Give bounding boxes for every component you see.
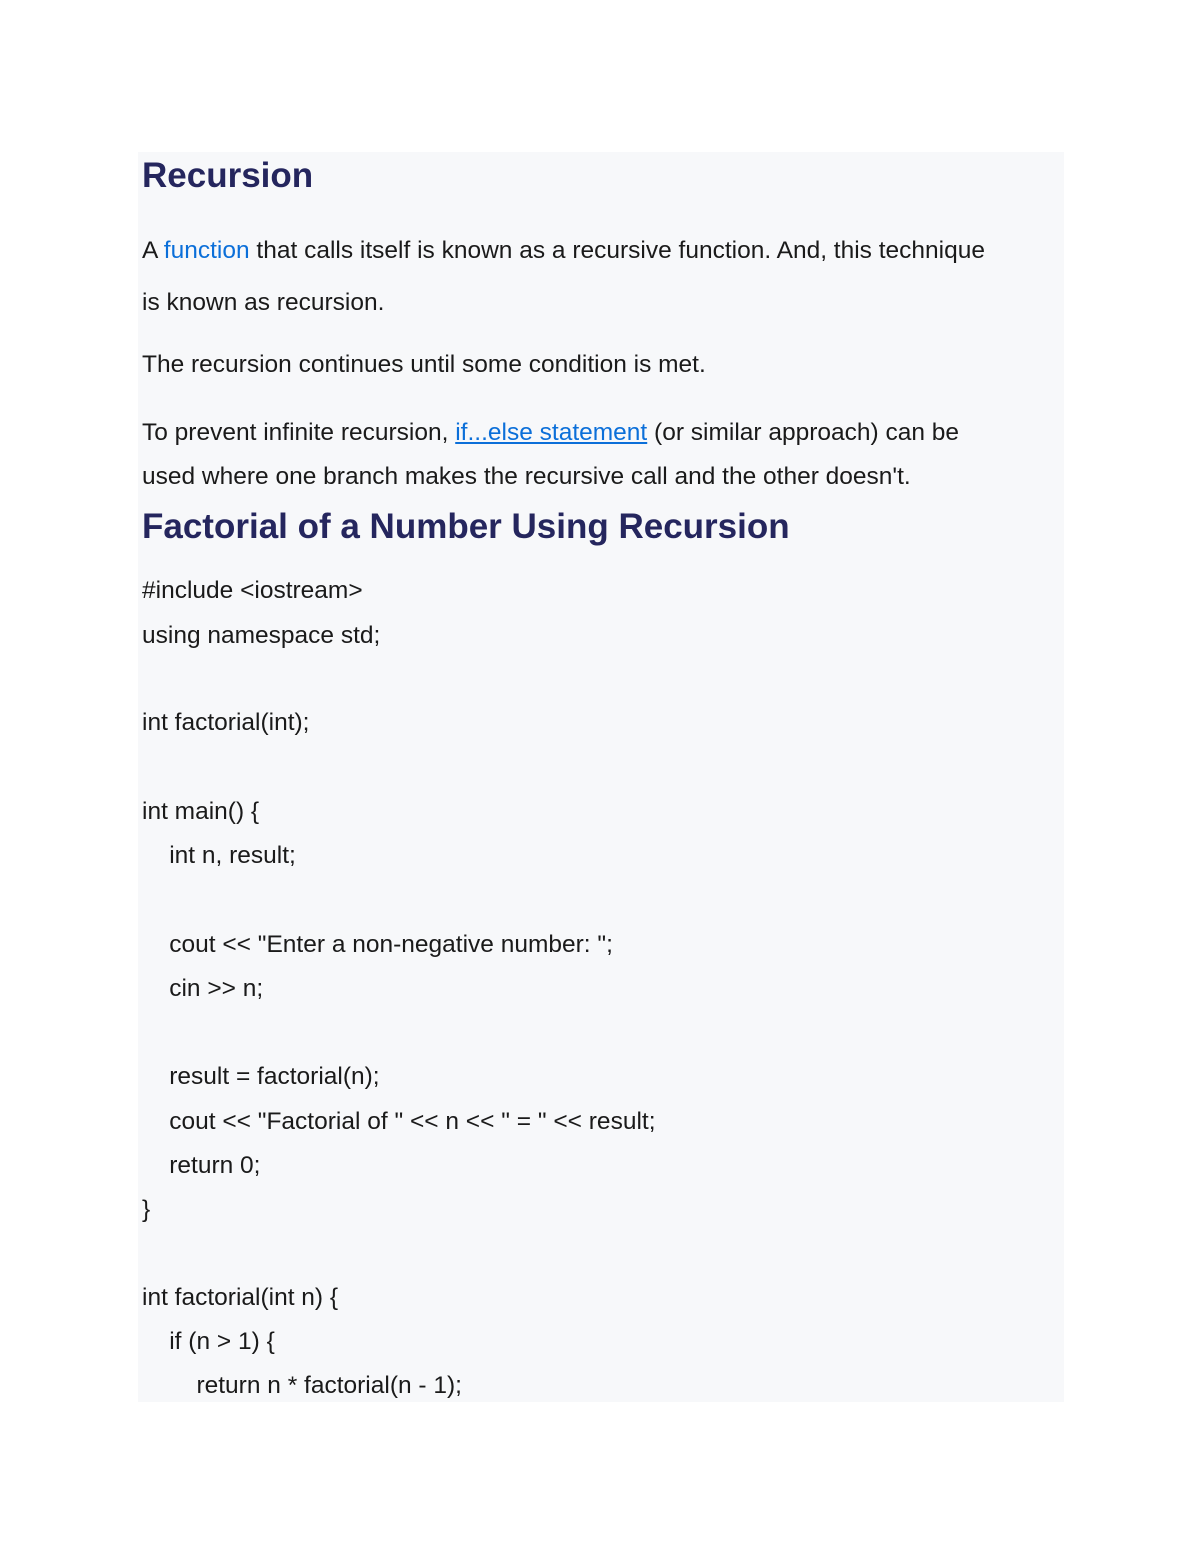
paragraph-intro-suffix: that calls itself is known as a recursive function. And, this technique: [249, 237, 985, 264]
code-line: return n * factorial(n - 1);: [142, 1372, 462, 1399]
code-line: int n, result;: [142, 842, 296, 869]
paragraph-condition: The recursion continues until some condition is met.: [142, 351, 706, 378]
paragraph-prevent-prefix: To prevent infinite recursion,: [142, 419, 456, 446]
paragraph-prevent-suffix: (or similar approach) can be: [647, 419, 960, 446]
section-heading: Factorial of a Number Using Recursion: [142, 507, 790, 546]
paragraph-intro-line1: [142, 236, 985, 266]
if-else-statement-link[interactable]: if...else statement: [455, 419, 648, 446]
code-line: result = factorial(n);: [142, 1063, 380, 1090]
code-line: }: [142, 1196, 151, 1223]
code-line: cout << "Enter a non-negative number: ";: [142, 931, 613, 958]
code-line: using namespace std;: [142, 622, 381, 649]
paragraph-prevent-line2: used where one branch makes the recursive call and the other doesn't.: [142, 463, 911, 490]
code-line: int main() {: [142, 798, 260, 825]
code-line: if (n > 1) {: [142, 1328, 275, 1355]
paragraph-intro-prefix: A: [142, 237, 164, 264]
code-line: cin >> n;: [142, 975, 264, 1002]
function-link[interactable]: function: [163, 237, 250, 264]
code-line: cout << "Factorial of " << n << " = " << result;: [142, 1108, 656, 1135]
code-line: int factorial(int n) {: [142, 1284, 339, 1311]
code-line: #include <iostream>: [142, 577, 363, 604]
code-line: return 0;: [142, 1152, 261, 1179]
paragraph-intro-line2: is known as recursion.: [142, 289, 385, 316]
code-line: int factorial(int);: [142, 709, 310, 736]
paragraph-prevent-line1: [142, 418, 959, 448]
content-background: [138, 152, 1064, 1402]
page-title: Recursion: [142, 156, 314, 195]
